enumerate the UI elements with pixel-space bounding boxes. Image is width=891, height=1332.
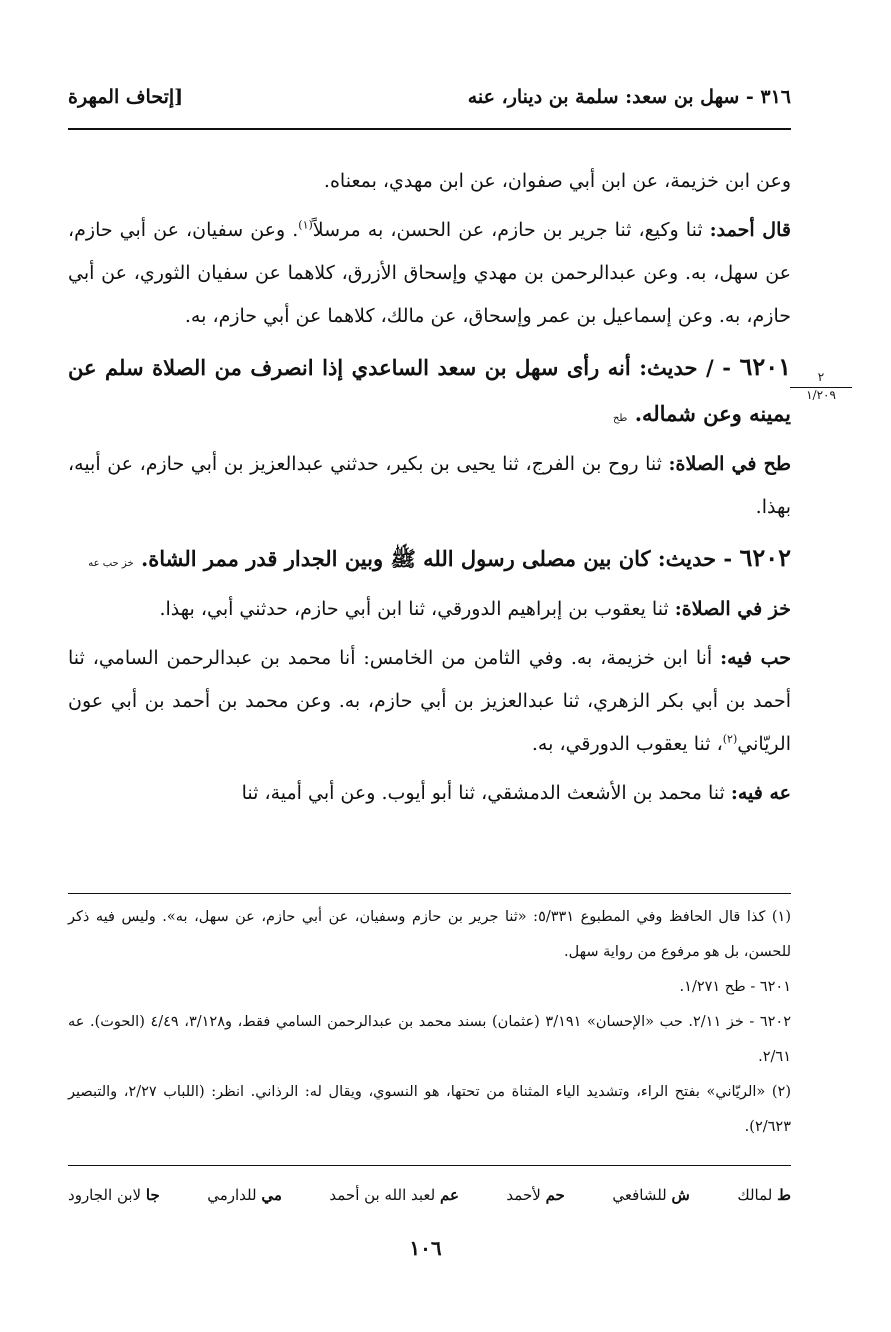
key-item [329, 1180, 459, 1210]
page-number: ١٠٦ [409, 1236, 442, 1260]
key-item [68, 1180, 160, 1210]
key-label: لابن الجارود [68, 1186, 142, 1204]
footnote: (٢) «الريّاني» بفتح الراء، وتشديد الياء المثناة من تحتها، هو النسوي، ويقال له: الرذاني. انظر: (اللباب ٢/٢٧، والتبصير ٢/٦٢٣). [68, 1084, 791, 1135]
key-code: حم [545, 1186, 565, 1204]
abbreviation-key [68, 1180, 791, 1210]
source-sigil: طح [612, 413, 628, 424]
paragraph-text: ثنا يعقوب بن إبراهيم الدورقي، ثنا ابن أبي حازم، حدثني أبي، بهذا. [159, 598, 675, 620]
footnotes [68, 900, 791, 1145]
key-item [506, 1180, 564, 1210]
main-text [68, 160, 791, 821]
key-label: لمالك [737, 1186, 773, 1204]
footnote-marker: (٢) [722, 732, 738, 746]
key-label: لأحمد [506, 1186, 541, 1204]
key-label: للشافعي [612, 1186, 667, 1204]
key-code: مي [261, 1186, 282, 1204]
paragraph-text: وعن ابن خزيمة، عن ابن أبي صفوان، عن ابن مهدي، بمعناه. [323, 170, 791, 192]
key-label: لعبد الله بن أحمد [329, 1186, 436, 1204]
paragraph [68, 160, 791, 203]
paragraph-lead: خز في الصلاة: [674, 598, 791, 620]
footnote-marker: (١) [298, 218, 313, 232]
paragraph [68, 209, 791, 338]
running-header [68, 80, 791, 114]
paragraph-lead: عه فيه: [730, 782, 791, 804]
paragraph-text: ثنا روح بن الفرج، ثنا يحيى بن بكير، حدثني عبدالعزيز بن أبي حازم، عن أبيه، بهذا. [68, 453, 791, 518]
key-code: ش [671, 1186, 690, 1204]
key-item [737, 1180, 791, 1210]
key-label: للدارمي [207, 1186, 257, 1204]
margin-ref-top: ٢ [790, 370, 852, 388]
paragraph-lead: حب فيه: [720, 647, 791, 669]
key-code: ط [777, 1186, 791, 1204]
paragraph-text: ثنا وكيع، ثنا جرير بن حازم، عن الحسن، به مرسلاً [312, 219, 710, 241]
footnote-divider [68, 893, 791, 894]
section-title: ٣١٦ - سهل بن سعد: سلمة بن دينار، عنه [467, 86, 791, 108]
paragraph [68, 772, 791, 815]
book-title: [إتحاف المهرة [68, 86, 184, 108]
hadith-text: - حديث: كان بين مصلى رسول الله ﷺ وبين الجدار قدر ممر الشاة. [140, 546, 740, 571]
paragraph-lead: طح في الصلاة: [668, 453, 791, 475]
paragraph-text: . وعن سفيان، عن أبي حازم، عن سهل، به. وعن عبدالرحمن بن مهدي وإسحاق الأزرق، كلاهما عن سفيان الثوري، عن أبي حازم، به. وعن إسماعيل بن عمر وإسحاق، عن مالك، كلاهما عن أبي حازم، به. [68, 219, 791, 327]
source-sigil: خز حب عه [88, 558, 134, 569]
paragraph-text: ثنا محمد بن الأشعث الدمشقي، ثنا أبو أيوب. وعن أبي أمية، ثنا [241, 782, 731, 804]
paragraph [68, 588, 791, 631]
hadith-entry [68, 344, 791, 437]
paragraph-lead: قال أحمد: [709, 219, 791, 241]
key-divider [68, 1165, 791, 1166]
key-code: عم [440, 1186, 459, 1204]
footnote-reference: ٦٢٠١ - طح ١/٢٧١. [679, 979, 791, 995]
hadith-number: ٦٢٠٢ [739, 543, 791, 572]
header-divider [68, 128, 791, 130]
key-code: جا [145, 1186, 160, 1204]
margin-ref-bottom: ١/٢٠٩ [806, 388, 836, 402]
paragraph [68, 637, 791, 766]
key-item [207, 1180, 282, 1210]
footnote-reference: ٦٢٠٢ - خز ٢/١١. حب «الإحسان» ٣/١٩١ (عثمان) بسند محمد بن عبدالرحمن السامي فقط، و٣/١٢٨، ٤/٤٩ (الحوت). عه ٢/٦١. [68, 1014, 791, 1065]
paragraph-text: أنا ابن خزيمة، به. وفي الثامن من الخامس: أنا محمد بن عبدالرحمن السامي، ثنا أحمد بن أبي بكر الزهري، ثنا عبدالعزيز بن أبي حازم، به. وعن محمد بن أحمد بن أبي عون الريّاني [68, 647, 791, 755]
footnote: (١) كذا قال الحافظ وفي المطبوع ٥/٣٣١: «ثنا جرير بن حازم وسفيان، عن أبي حازم، عن سهل، به». وليس فيه ذكر للحسن، بل هو مرفوع من رواية سهل. [68, 909, 792, 960]
paragraph-text: ، ثنا يعقوب الدورقي، به. [531, 733, 723, 755]
hadith-number: ٦٢٠١ [739, 352, 791, 381]
hadith-entry [68, 535, 791, 582]
margin-volume-reference [790, 370, 852, 403]
hadith-text: - / حديث: أنه رأى سهل بن سعد الساعدي إذا انصرف من الصلاة سلم عن يمينه وعن شماله. [68, 355, 791, 426]
paragraph [68, 443, 791, 529]
key-item [612, 1180, 690, 1210]
